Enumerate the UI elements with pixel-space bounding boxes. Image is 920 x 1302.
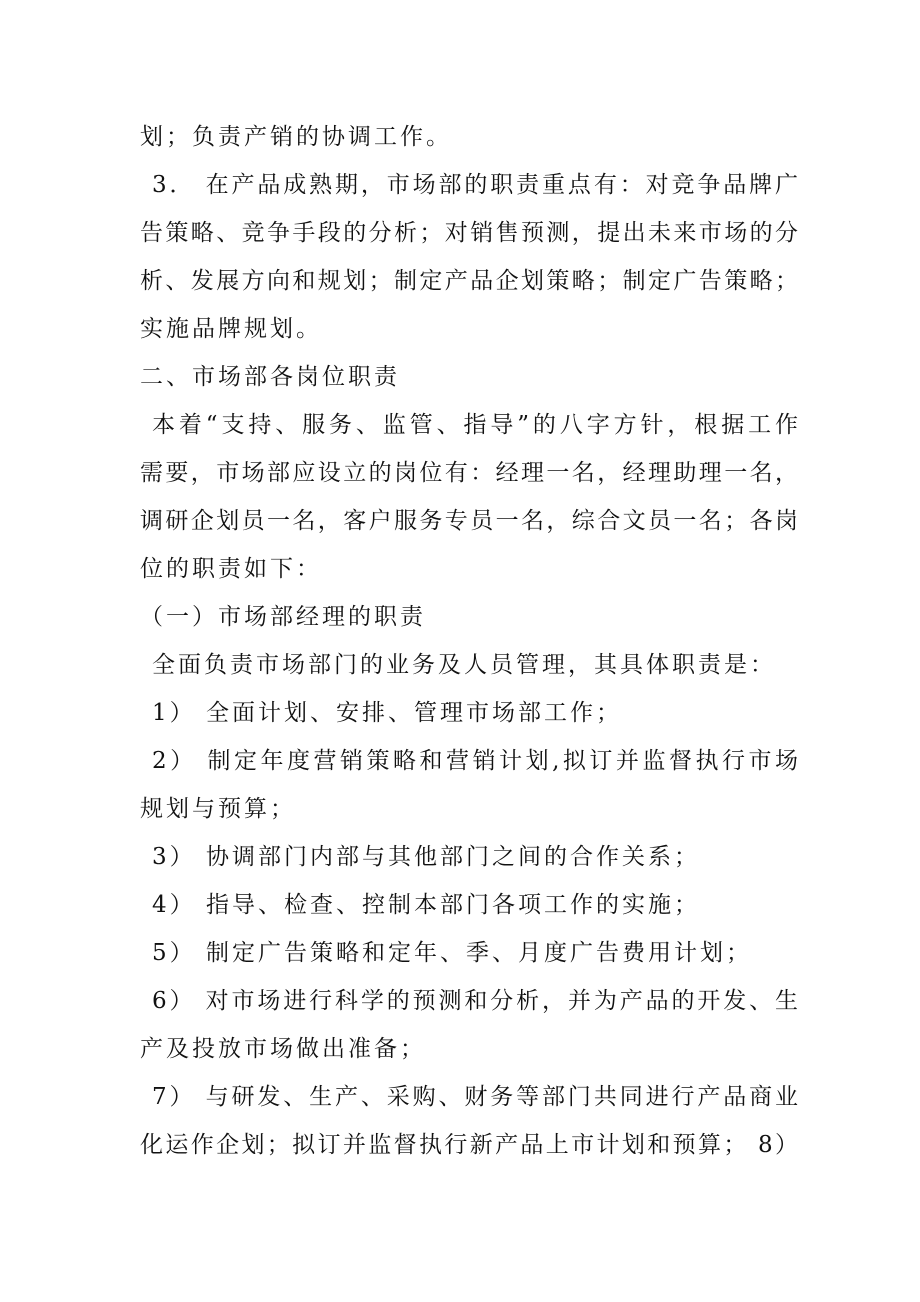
text-line: 3． 在产品成熟期，市场部的职责重点有：对竞争品牌广 xyxy=(152,172,800,198)
list-item: 5） 制定广告策略和定年、季、月度广告费用计划； xyxy=(152,940,752,966)
text-line: 产及投放市场做出准备； xyxy=(140,1036,426,1062)
list-item: 4） 指导、检查、控制本部门各项工作的实施； xyxy=(152,892,700,918)
text-line: 位的职责如下： xyxy=(140,556,322,582)
list-item: 7） 与研发、生产、采购、财务等部门共同进行产品商业 xyxy=(152,1084,800,1110)
section-heading: 二、市场部各岗位职责 xyxy=(140,364,400,390)
text-line: 实施品牌规划。 xyxy=(140,316,322,342)
text-line: 划；负责产销的协调工作。 xyxy=(140,124,452,150)
list-item: 3） 协调部门内部与其他部门之间的合作关系； xyxy=(152,844,700,870)
text-line: 析、发展方向和规划；制定产品企划策略；制定广告策略； xyxy=(140,268,800,294)
text-line: 化运作企划；拟订并监督执行新产品上市计划和预算； 8） xyxy=(140,1132,800,1158)
text-line: 规划与预算； xyxy=(140,796,296,822)
list-item: 6） 对市场进行科学的预测和分析，并为产品的开发、生 xyxy=(152,988,800,1014)
subsection-heading: （一）市场部经理的职责 xyxy=(140,604,426,630)
text-line: 本着“支持、服务、监管、指导”的八字方针，根据工作 xyxy=(152,412,800,438)
text-line: 全面负责市场部门的业务及人员管理，其具体职责是： xyxy=(152,652,776,678)
list-item: 1） 全面计划、安排、管理市场部工作； xyxy=(152,700,622,726)
text-line: 告策略、竞争手段的分析；对销售预测，提出未来市场的分 xyxy=(140,220,800,246)
document-body xyxy=(140,113,800,1169)
text-line: 需要，市场部应设立的岗位有：经理一名，经理助理一名， xyxy=(140,460,800,486)
list-item: 2） 制定年度营销策略和营销计划,拟订并监督执行市场 xyxy=(152,748,800,774)
text-line: 调研企划员一名，客户服务专员一名，综合文员一名；各岗 xyxy=(140,508,800,534)
